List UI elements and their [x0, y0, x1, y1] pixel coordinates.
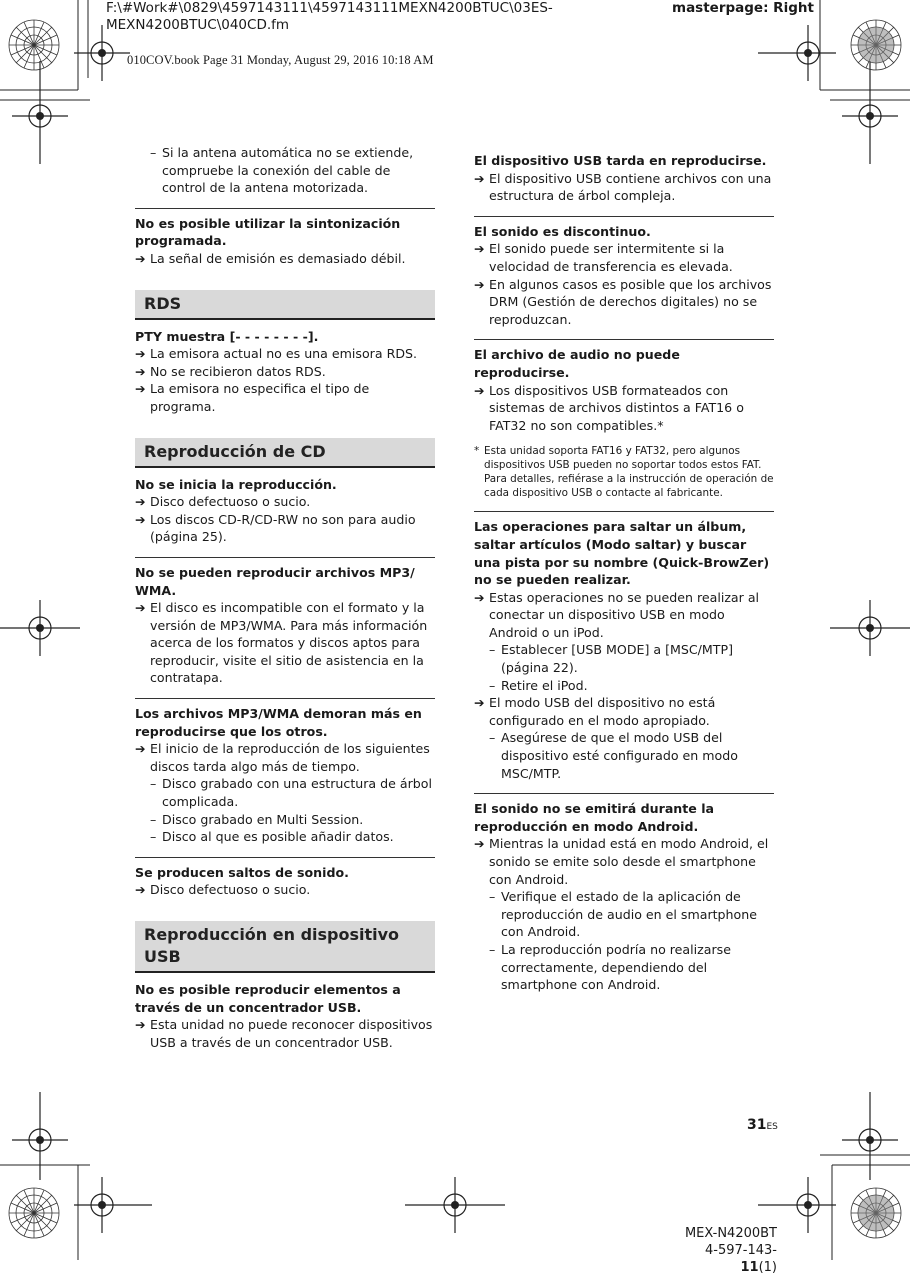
question-heading: Los archivos MP3/WMA demoran más en reproducirse que los otros. — [135, 706, 422, 739]
divider — [135, 557, 435, 558]
footnote-text: Esta unidad soporta FAT16 y FAT32, pero algunos dispositivos USB pueden no soportar todos estos FAT. Para detalles, refiérase a la instrucción de operación de cada dispositivo USB o contacte al fabricante. — [484, 445, 774, 500]
arrow-icon: ➔ — [474, 589, 485, 605]
arrow-icon: ➔ — [135, 511, 146, 527]
list-item — [135, 493, 435, 511]
list-item — [474, 694, 774, 729]
book-info: 010COV.book Page 31 Monday, August 29, 2016 10:18 AM — [127, 53, 434, 67]
arrow-icon: ➔ — [474, 276, 485, 292]
arrow-icon: ➔ — [474, 695, 485, 711]
section-heading-rds: RDS — [135, 290, 435, 320]
dash-bullet: – — [150, 145, 157, 160]
dash-bullet: – — [489, 941, 496, 957]
dash-bullet: – — [150, 811, 157, 827]
dash-bullet: – — [489, 677, 496, 693]
asterisk-mark: * — [474, 445, 480, 458]
dash-bullet: – — [489, 730, 496, 746]
dash-bullet: – — [150, 776, 157, 792]
item-text: Disco grabado en Multi Session. — [162, 811, 364, 827]
sub-item — [474, 941, 774, 994]
item-text: No se recibieron datos RDS. — [150, 363, 326, 379]
list-item — [135, 380, 435, 415]
divider — [474, 339, 774, 340]
arrow-icon: ➔ — [474, 836, 485, 852]
list-item — [135, 250, 435, 268]
list-item — [474, 589, 774, 642]
list-item — [474, 276, 774, 329]
item-text: Disco defectuoso o sucio. — [150, 882, 311, 898]
item-text: Disco grabado con una estructura de árbol complicada. — [162, 776, 432, 810]
item-text: El modo USB del dispositivo no está configurado en el modo apropiado. — [489, 695, 716, 728]
list-item — [474, 240, 774, 275]
list-item — [135, 345, 435, 363]
footnote — [474, 444, 774, 500]
part-suffix: (1) — [758, 1260, 777, 1275]
question-heading: No es posible utilizar la sintonización programada. — [135, 215, 401, 249]
item-text: Retire el iPod. — [501, 677, 588, 693]
item-text: El dispositivo USB contiene archivos con una estructura de árbol compleja. — [489, 170, 772, 204]
list-item — [474, 382, 774, 435]
question-heading: El archivo de audio no puede reproducirse. — [474, 347, 680, 380]
item-text: Los dispositivos USB formateados con sistemas de archivos distintos a FAT16 o FAT32 no son compatibles.* — [489, 382, 744, 433]
list-item — [135, 363, 435, 381]
item-text: Si la antena automática no se extiende, compruebe la conexión del cable de control de la antena motorizada. — [162, 145, 414, 196]
item-text: Disco defectuoso o sucio. — [150, 494, 311, 510]
dash-bullet: – — [150, 829, 157, 845]
list-item — [474, 835, 774, 888]
item-text: En algunos casos es posible que los archivos DRM (Gestión de derechos digitales) no se reproduzcan. — [489, 276, 772, 327]
item-text: Esta unidad no puede reconocer dispositivos USB a través de un concentrador USB. — [150, 1017, 433, 1050]
item-text: Verifique el estado de la aplicación de reproducción de audio en el smartphone con Android. — [501, 889, 757, 940]
item-text: El inicio de la reproducción de los siguientes discos tarda algo más de tiempo. — [150, 741, 430, 774]
list-item — [135, 511, 435, 546]
question-heading: No es posible reproducir elementos a través de un concentrador USB. — [135, 982, 401, 1015]
part-revision: 11 — [740, 1260, 759, 1275]
arrow-icon: ➔ — [135, 600, 146, 616]
divider — [135, 208, 435, 209]
divider — [474, 511, 774, 512]
list-item — [135, 740, 435, 775]
left-column — [135, 144, 435, 1051]
list-item — [135, 881, 435, 899]
divider — [474, 793, 774, 794]
question-heading: El sonido no se emitirá durante la reproducción en modo Android. — [474, 801, 715, 834]
section-heading-usb: Reproducción en dispositivo USB — [135, 921, 435, 973]
item-text: Disco al que es posible añadir datos. — [162, 829, 394, 845]
arrow-icon: ➔ — [474, 382, 485, 398]
question-heading: El dispositivo USB tarda en reproducirse. — [474, 153, 767, 168]
divider — [135, 857, 435, 858]
item-text: Los discos CD-R/CD-RW no son para audio (página 25). — [150, 511, 416, 545]
item-text: La emisora actual no es una emisora RDS. — [150, 346, 418, 362]
sub-item — [474, 677, 774, 695]
question-heading: No se inicia la reproducción. — [135, 476, 337, 492]
arrow-icon: ➔ — [135, 882, 146, 898]
item-text: Mientras la unidad está en modo Android, el sonido se emite solo desde el smartphone con Android. — [489, 836, 769, 887]
part-number — [677, 1242, 777, 1276]
question-heading: No se pueden reproducir archivos MP3/ WMA. — [135, 564, 415, 598]
section-heading-cd: Reproducción de CD — [135, 438, 435, 468]
list-item — [474, 170, 774, 205]
model-number: MEX-N4200BT — [684, 1226, 777, 1241]
arrow-icon: ➔ — [474, 170, 485, 186]
file-path: F:\#Work#\0829\4597143111\4597143111MEXN4200BTUC\03ES- MEXN4200BTUC\040CD.fm — [106, 0, 553, 33]
question-heading: El sonido es discontinuo. — [474, 223, 651, 239]
item-text: Establecer [USB MODE] a [MSC/MTP] (página 22). — [501, 642, 733, 676]
dash-bullet: – — [489, 889, 496, 905]
divider — [135, 698, 435, 699]
list-item — [135, 144, 435, 197]
part-prefix: 4-597-143- — [705, 1243, 777, 1258]
right-column — [474, 152, 774, 994]
sub-item — [474, 888, 774, 941]
arrow-icon: ➔ — [135, 1017, 146, 1033]
sub-item — [474, 729, 774, 782]
list-item — [135, 1016, 435, 1051]
model-info — [677, 1225, 777, 1276]
item-text: La señal de emisión es demasiado débil. — [150, 250, 406, 266]
sub-item — [135, 828, 435, 846]
list-item — [135, 599, 435, 687]
arrow-icon: ➔ — [135, 494, 146, 510]
arrow-icon: ➔ — [135, 346, 146, 362]
question-heading: Se producen saltos de sonido. — [135, 864, 349, 880]
arrow-icon: ➔ — [135, 250, 146, 266]
page-number-value: 31 — [747, 1117, 767, 1133]
arrow-icon: ➔ — [135, 741, 146, 757]
item-text: La emisora no especifica el tipo de programa. — [150, 381, 370, 414]
item-text: La reproducción podría no realizarse correctamente, dependiendo del smartphone con Android. — [501, 941, 731, 993]
dash-bullet: – — [489, 642, 496, 658]
item-text: El sonido puede ser intermitente si la velocidad de transferencia es elevada. — [489, 241, 733, 274]
page-number — [747, 1117, 778, 1133]
sub-item — [135, 811, 435, 829]
item-text: Asegúrese de que el modo USB del dispositivo esté configurado en modo MSC/MTP. — [501, 730, 738, 781]
masterpage-label: masterpage: Right — [672, 0, 814, 16]
arrow-icon: ➔ — [135, 363, 146, 379]
question-heading: PTY muestra [- - - - - - - -]. — [135, 328, 319, 344]
arrow-icon: ➔ — [474, 241, 485, 257]
page-language: ES — [766, 1122, 778, 1132]
question-heading: Las operaciones para saltar un álbum, saltar artículos (Modo saltar) y buscar una pista por su nombre (Quick-BrowZer) no se pueden realizar. — [474, 519, 770, 588]
sub-item — [474, 641, 774, 676]
item-text: Estas operaciones no se pueden realizar al conectar un dispositivo USB en modo Android o un iPod. — [489, 589, 760, 640]
sub-item — [135, 775, 435, 810]
arrow-icon: ➔ — [135, 381, 146, 397]
divider — [474, 216, 774, 217]
item-text: El disco es incompatible con el formato y la versión de MP3/WMA. Para más información acerca de los formatos y discos aptos para reproducir, visite el sitio de asistencia en la contratapa. — [150, 600, 428, 686]
